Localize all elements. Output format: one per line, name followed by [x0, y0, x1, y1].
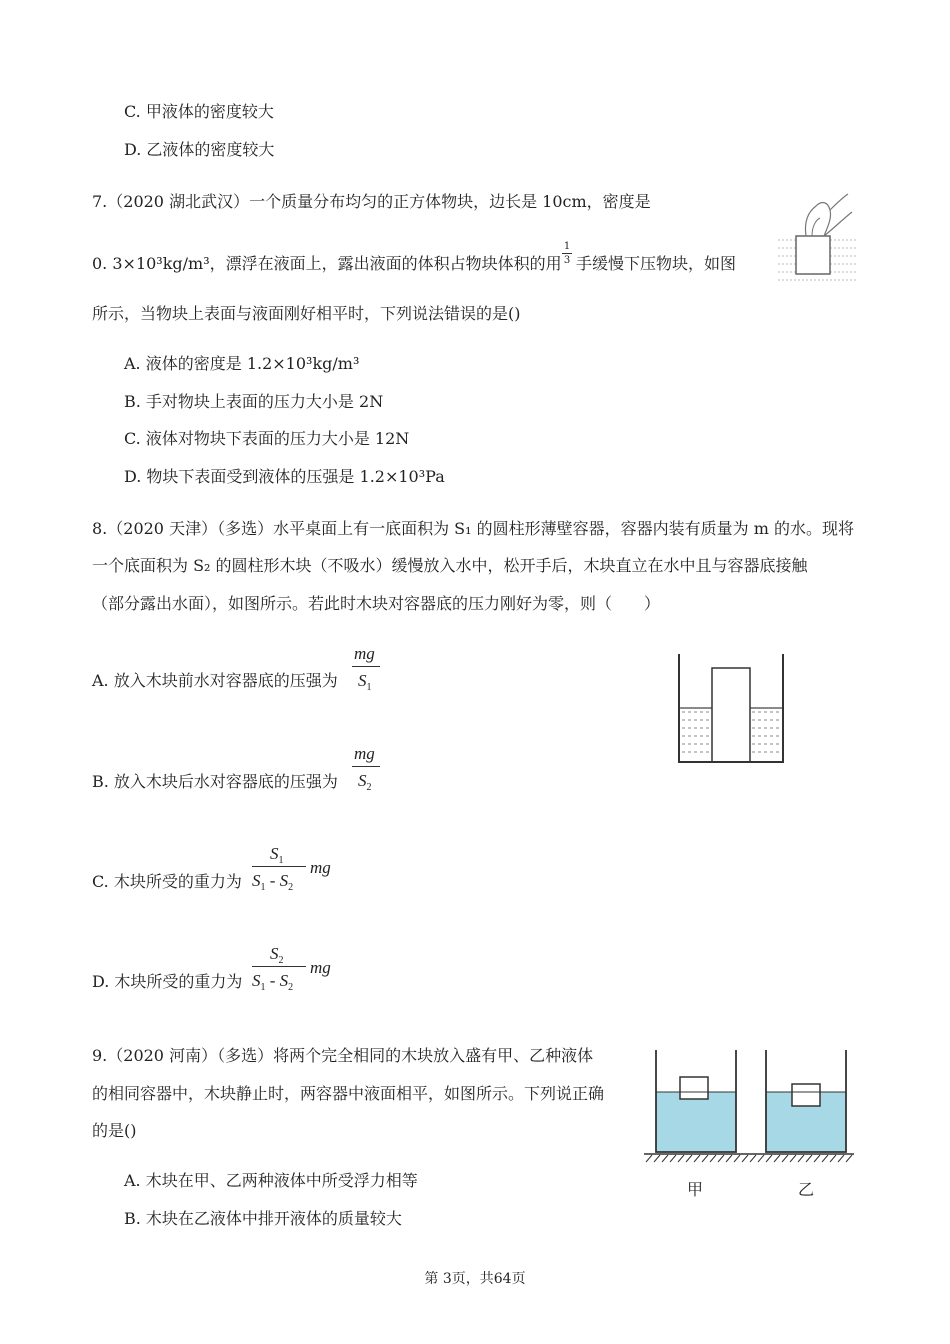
q8-a-den-s: S — [358, 671, 367, 690]
q9-stem-line3: 的是() — [92, 1121, 137, 1140]
q9-label-jia: 甲 — [687, 1180, 704, 1199]
q8-c-num-sub: 1 — [278, 855, 284, 866]
q8-d-mg: mg — [310, 958, 331, 977]
q8-c-den-s1: S — [252, 871, 261, 890]
q8-option-c: C. 木块所受的重力为 — [92, 872, 242, 891]
q8-b-numerator: mg — [354, 744, 375, 763]
q7-stem-line2b: 手缓慢下压物块，如图 — [576, 254, 737, 273]
q8-stem-line3: （部分露出水面），如图所示。若此时木块对容器底的压力刚好为零，则（ ） — [92, 594, 661, 613]
q8-option-a: A. 放入木块前水对容器底的压强为 — [92, 671, 338, 690]
q9-stem-line2: 的相同容器中，木块静止时，两容器中液面相平，如图所示。下列说正确 — [92, 1084, 605, 1103]
q7-option-b: B. 手对物块上表面的压力大小是 2N — [124, 392, 384, 411]
q8-option-d-fraction — [252, 944, 312, 994]
q7-option-d: D. 物块下表面受到液体的压强是 1.2×10³Pa — [124, 467, 445, 486]
q8-option-d: D. 木块所受的重力为 — [92, 972, 243, 991]
page-footer: 第 3页，共64页 — [424, 1271, 526, 1287]
q6-option-d: D. 乙液体的密度较大 — [124, 140, 275, 159]
q8-stem-line1: 8.（2020 天津）（多选）水平桌面上有一底面积为 S₁ 的圆柱形薄壁容器，容器内装有质量为 m 的水。现将 — [92, 519, 854, 538]
q8-b-den-sub: 2 — [366, 782, 372, 793]
q7-stem-line3: 所示，当物块上表面与液面刚好相平时，下列说法错误的是() — [92, 304, 521, 323]
q8-d-den-sub1: 1 — [260, 982, 266, 993]
q8-a-den-sub: 1 — [366, 682, 372, 693]
q8-stem-line2: 一个底面积为 S₂ 的圆柱形木块（不吸水）缓慢放入水中，松开手后，木块直立在水中且与容器底接触 — [92, 556, 808, 575]
q8-d-num-sub: 2 — [278, 955, 284, 966]
q8-d-minus: - — [269, 971, 276, 990]
q9-stem-line1: 9.（2020 河南）（多选）将两个完全相同的木块放入盛有甲、乙种液体 — [92, 1046, 594, 1065]
q8-option-c-fraction — [252, 844, 312, 894]
q8-a-numerator: mg — [354, 644, 375, 663]
q8-figure-container — [676, 652, 786, 766]
q8-d-den-sub2: 2 — [288, 982, 294, 993]
q8-c-den-sub2: 2 — [288, 882, 294, 893]
q8-option-b-fraction — [352, 744, 382, 794]
q7-fraction-num: 1 — [563, 241, 571, 252]
q7-fraction-den: 3 — [563, 255, 571, 266]
q7-figure-hand-block — [776, 192, 858, 288]
q8-d-den-s1: S — [252, 971, 261, 990]
q9-option-b: B. 木块在乙液体中排开液体的质量较大 — [124, 1209, 402, 1228]
q6-option-c: C. 甲液体的密度较大 — [124, 102, 274, 121]
q8-c-den-s2: S — [279, 871, 289, 890]
q8-c-num-s: S — [270, 844, 279, 863]
q7-stem-line1: 7.（2020 湖北武汉）一个质量分布均匀的正方体物块，边长是 10cm，密度是 — [92, 192, 651, 211]
q7-option-a: A. 液体的密度是 1.2×10³kg/m³ — [124, 354, 360, 373]
q8-option-a-fraction — [352, 644, 382, 694]
q7-fraction — [562, 241, 572, 266]
q8-c-mg: mg — [310, 858, 331, 877]
q7-stem-line2a: 0. 3×10³kg/m³，漂浮在液面上，露出液面的体积占物块体积的用 — [92, 254, 562, 273]
q9-label-yi: 乙 — [798, 1180, 815, 1199]
q8-d-num-s: S — [270, 944, 279, 963]
q9-option-a: A. 木块在甲、乙两种液体中所受浮力相等 — [124, 1171, 418, 1190]
q8-b-den-s: S — [358, 771, 367, 790]
q8-c-den-sub1: 1 — [260, 882, 266, 893]
q8-d-den-s2: S — [279, 971, 289, 990]
q9-figure-containers — [640, 1046, 858, 1168]
q7-option-c: C. 液体对物块下表面的压力大小是 12N — [124, 429, 410, 448]
q8-c-minus: - — [269, 871, 276, 890]
q8-option-b: B. 放入木块后水对容器底的压强为 — [92, 772, 338, 791]
